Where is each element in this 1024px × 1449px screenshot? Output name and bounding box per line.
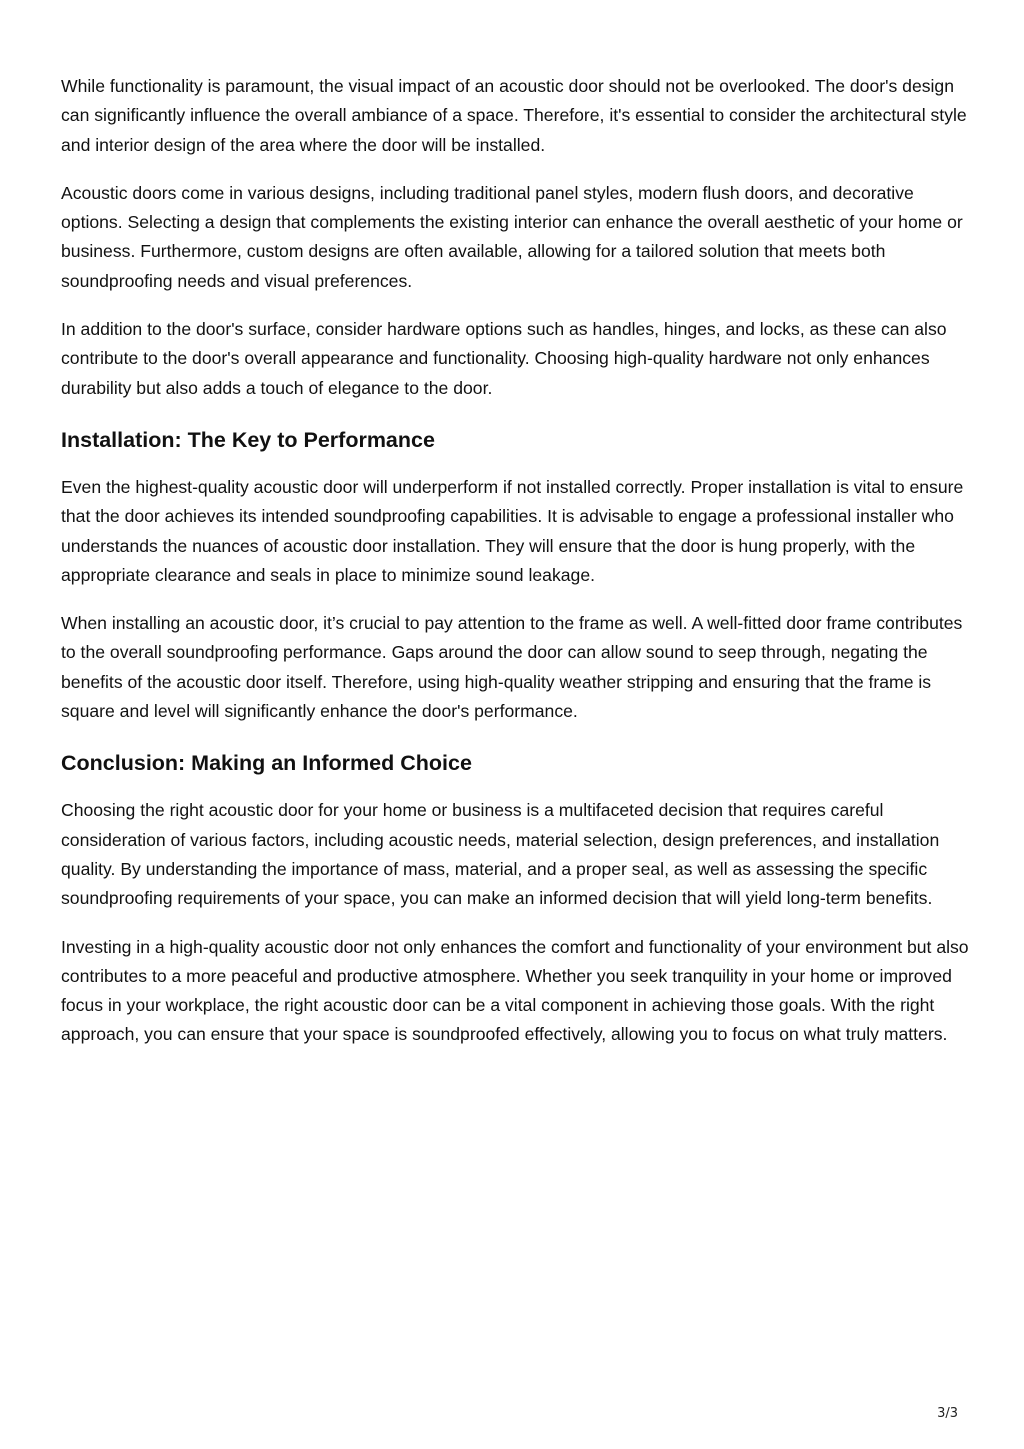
heading-conclusion: Conclusion: Making an Informed Choice [61,751,472,776]
paragraph-hardware: In addition to the door's surface, consider hardware options such as handles, hinges, and locks, as these can also contribute to the door's overall appearance and functionality. Choosing high-quality hardware not only enhances durability but also adds a touch of elegance to the door. [61,319,947,398]
paragraph-visual-impact: While functionality is paramount, the visual impact of an acoustic door should not be overlooked. The door's design can significantly influence the overall ambiance of a space. Therefore, it's essential to consider the architectural style and interior design of the area where the door will be installed. [61,76,967,155]
paragraph-designs: Acoustic doors come in various designs, including traditional panel styles, modern flush doors, and decorative options. Selecting a design that complements the existing interior can enhance the overall aesthetic of your home or business. Furthermore, custom designs are often available, allowing for a tailored solution that meets both soundproofing needs and visual preferences. [61,182,963,291]
paragraph-installation: Even the highest-quality acoustic door will underperform if not installed correctly. Proper installation is vital to ensure that the door achieves its intended soundproofing capabilities. It is advisable to engage a professional installer who understands the nuances of acoustic door installation. They will ensure that the door is hung properly, with the appropriate clearance and seals in place to minimize sound leakage. [61,476,964,585]
paragraph-conclusion: Choosing the right acoustic door for your home or business is a multifaceted decision that requires careful consideration of various factors, including acoustic needs, material selection, design preferences, and installation quality. By understanding the importance of mass, material, and a proper seal, as well as assessing the specific soundproofing requirements of your space, you can make an informed decision that will yield long-term benefits. [61,800,940,909]
document-body [61,72,971,1069]
page-number: 3/3 [937,1406,958,1421]
heading-installation: Installation: The Key to Performance [61,427,435,452]
paragraph-investing: Investing in a high-quality acoustic door not only enhances the comfort and functionality of your environment but also contributes to a more peaceful and productive atmosphere. Whether you seek tranquility in your home or improved focus in your workplace, the right acoustic door can be a vital component in achieving those goals. With the right approach, you can ensure that your space is soundproofed effectively, allowing you to focus on what truly matters. [61,936,969,1045]
paragraph-frame: When installing an acoustic door, it’s crucial to pay attention to the frame as well. A well-fitted door frame contributes to the overall soundproofing performance. Gaps around the door can allow sound to seep through, negating the benefits of the acoustic door itself. Therefore, using high-quality weather stripping and ensuring that the frame is square and level will significantly enhance the door's performance. [61,613,963,722]
